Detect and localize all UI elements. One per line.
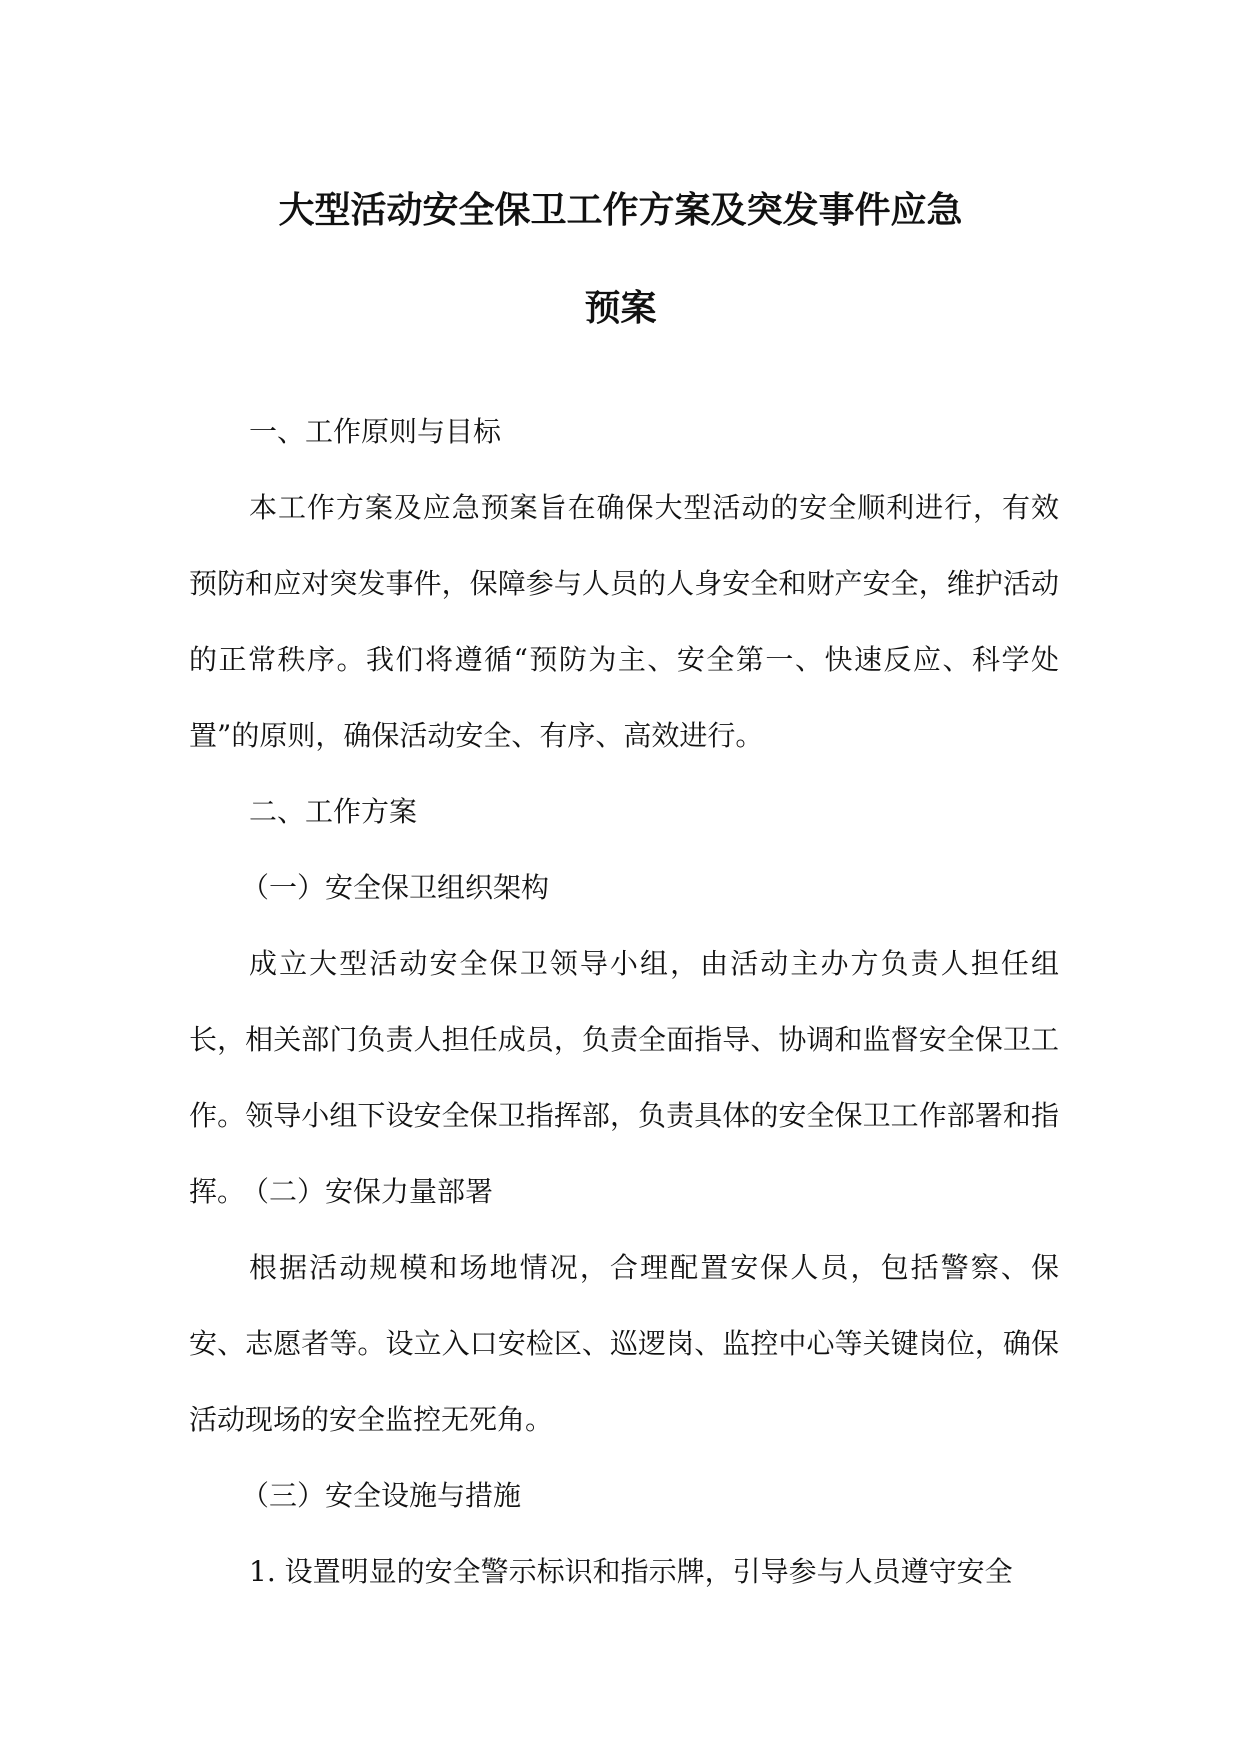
paragraph-deployment: 根据活动规模和场地情况，合理配置安保人员，包括警察、保安、志愿者等。设立入口安检区、巡逻岗、监控中心等关键岗位，确保活动现场的安全监控无死角。 bbox=[189, 1251, 1059, 1436]
document-title-line-2: 预案 bbox=[584, 287, 657, 329]
subsection-heading-organization: （一）安全保卫组织架构 bbox=[241, 871, 550, 904]
paragraph-principles: 本工作方案及应急预案旨在确保大型活动的安全顺利进行，有效预防和应对突发事件，保障参与人员的人身安全和财产安全，维护活动的正常秩序。我们将遵循“预防为主、安全第一、快速反应、科学处置”的原则，确保活动安全、有序、高效进行。 bbox=[189, 491, 1059, 752]
section-heading-principles: 一、工作原则与目标 bbox=[249, 415, 502, 448]
subsection-heading-facilities: （三）安全设施与措施 bbox=[241, 1479, 522, 1512]
subsection-heading-deployment: （二）安保力量部署 bbox=[241, 1175, 494, 1208]
list-item-1: 1. 设置明显的安全警示标识和指示牌，引导参与人员遵守安全 bbox=[249, 1555, 1013, 1588]
section-heading-work-plan: 二、工作方案 bbox=[249, 795, 418, 828]
paragraph-organization: 成立大型活动安全保卫领导小组，由活动主办方负责人担任组长，相关部门负责人担任成员，负责全面指导、协调和监督安全保卫工作。领导小组下设安全保卫指挥部，负责具体的安全保卫工作部署和指挥。 bbox=[189, 947, 1059, 1208]
document-title-line-1: 大型活动安全保卫工作方案及突发事件应急 bbox=[278, 189, 963, 231]
